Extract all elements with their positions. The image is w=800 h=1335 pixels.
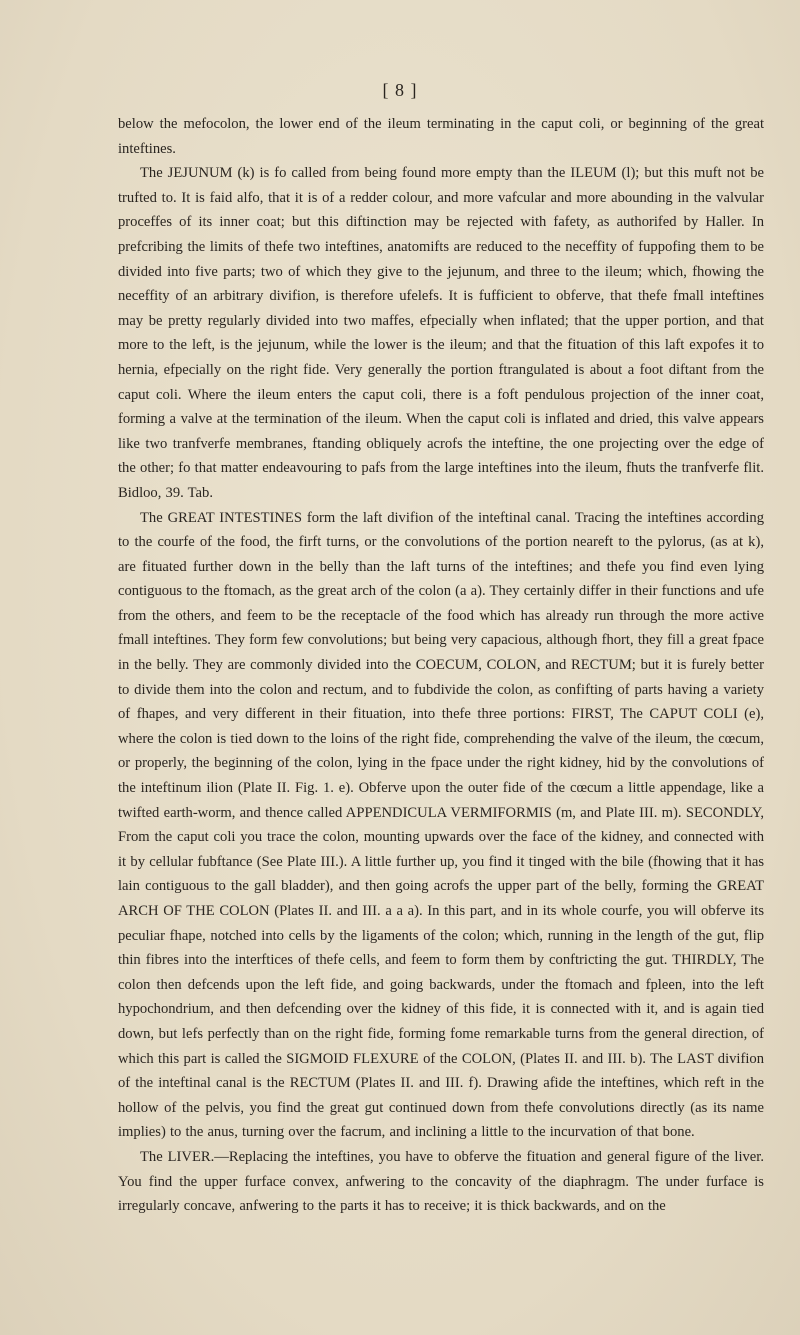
- body-text: [118, 112, 764, 1219]
- paragraph-great-intestines: The GREAT INTESTINES form the laft divifion of the inteftinal canal. Tracing the inteftines according to the courfe of the food, the firft turns, or the convolutions of the portion neareft to the pylorus, (as at k), are fituated further down in the belly than the laft turns of the inteftines; and thefe you find even lying contiguous to the ftomach, as the great arch of the colon (a a). They certainly differ in their functions and ufe from the others, and feem to be the receptacle of the food which has already run through the more active fmall inteftines. They form few convolutions; but being very capacious, although fhort, they fill a great fpace in the belly. They are commonly divided into the COECUM, COLON, and RECTUM; but it is furely better to divide them into the colon and rectum, and to fubdivide the colon, as confifting of parts having a variety of fhapes, and very different in their fituation, into thefe three portions: FIRST, The CAPUT COLI (e), where the colon is tied down to the loins of the right fide, comprehending the valve of the ileum, the cœcum, or properly, the beginning of the colon, lying in the fpace under the right kidney, hid by the convolutions of the inteftinum ilion (Plate II. Fig. 1. e). Obferve upon the outer fide of the cœcum a little appendage, like a twifted earth-worm, and thence called APPENDICULA VERMIFORMIS (m, and Plate III. m). SECONDLY, From the caput coli you trace the colon, mounting upwards over the face of the kidney, and connected with it by cellular fubftance (See Plate III.). A little further up, you find it tinged with the bile (fhowing that it has lain contiguous to the gall bladder), and then going acrofs the upper part of the belly, forming the GREAT ARCH OF THE COLON (Plates II. and III. a a a). In this part, and in its whole courfe, you will obferve its peculiar fhape, notched into cells by the ligaments of the colon; which, running in the length of the gut, flip thin fibres into the interftices of thefe cells, and feem to form them by conftricting the gut. THIRDLY, The colon then defcends upon the left fide, and going backwards, under the ftomach and fpleen, into the left hypochondrium, and then defcending over the kidney of this fide, it is connected with it, and is again tied down, but lefs perfectly than on the right fide, forming fome remarkable turns from the general direction, of which this part is called the SIGMOID FLEXURE of the COLON, (Plates II. and III. b). The LAST divifion of the inteftinal canal is the RECTUM (Plates II. and III. f). Drawing afide the inteftines, which reft in the hollow of the pelvis, you find the great gut continued down from thefe convolutions directly (as its name implies) to the anus, turning over the facrum, and inclining a little to the incurvation of that bone.: [118, 509, 764, 1141]
- paragraph-continuation: below the mefocolon, the lower end of the ileum terminating in the caput coli, or beginning of the great inteftines.: [118, 116, 764, 157]
- page-number: [ 8 ]: [382, 80, 418, 100]
- paragraph-liver: The LIVER.—Replacing the inteftines, you have to obferve the fituation and general figure of the liver. You find the upper furface convex, anfwering to the concavity of the diaphragm. The under furface is irregularly concave, anfwering to the parts it has to receive; it is thick backwards, and on the: [118, 1148, 764, 1215]
- paragraph-jejunum: The JEJUNUM (k) is fo called from being found more empty than the ILEUM (l); but this muft not be trufted to. It is faid alfo, that it is of a redder colour, and more vafcular and more abounding in the valvular proceffes of its inner coat; but this diftinction may be rejected with fafety, as authorifed by Haller. In prefcribing the limits of thefe two inteftines, anatomifts are reduced to the neceffity of fuppofing them to be divided into five parts; two of which they give to the jejunum, and three to the ileum; which, fhowing the neceffity of an arbitrary divifion, is therefore ufelefs. It is fufficient to obferve, that thefe fmall inteftines may be pretty regularly divided into two maffes, efpecially when inflated; that the upper portion, and that more to the left, is the jejunum, while the lower is the ileum; and that the fituation of this laft expofes it to hernia, efpecially on the right fide. Very generally the portion ftrangulated is about a foot diftant from the caput coli. Where the ileum enters the caput coli, there is a foft pendulous projection of the inner coat, forming a valve at the termination of the ileum. When the caput coli is inflated and dried, this valve appears like two tranfverfe membranes, ftanding obliquely acrofs the inteftine, the one projecting over the edge of the other; fo that matter endeavouring to pafs from the large inteftines into the ileum, fhuts the tranfverfe flit. Bidloo, 39. Tab.: [118, 165, 764, 501]
